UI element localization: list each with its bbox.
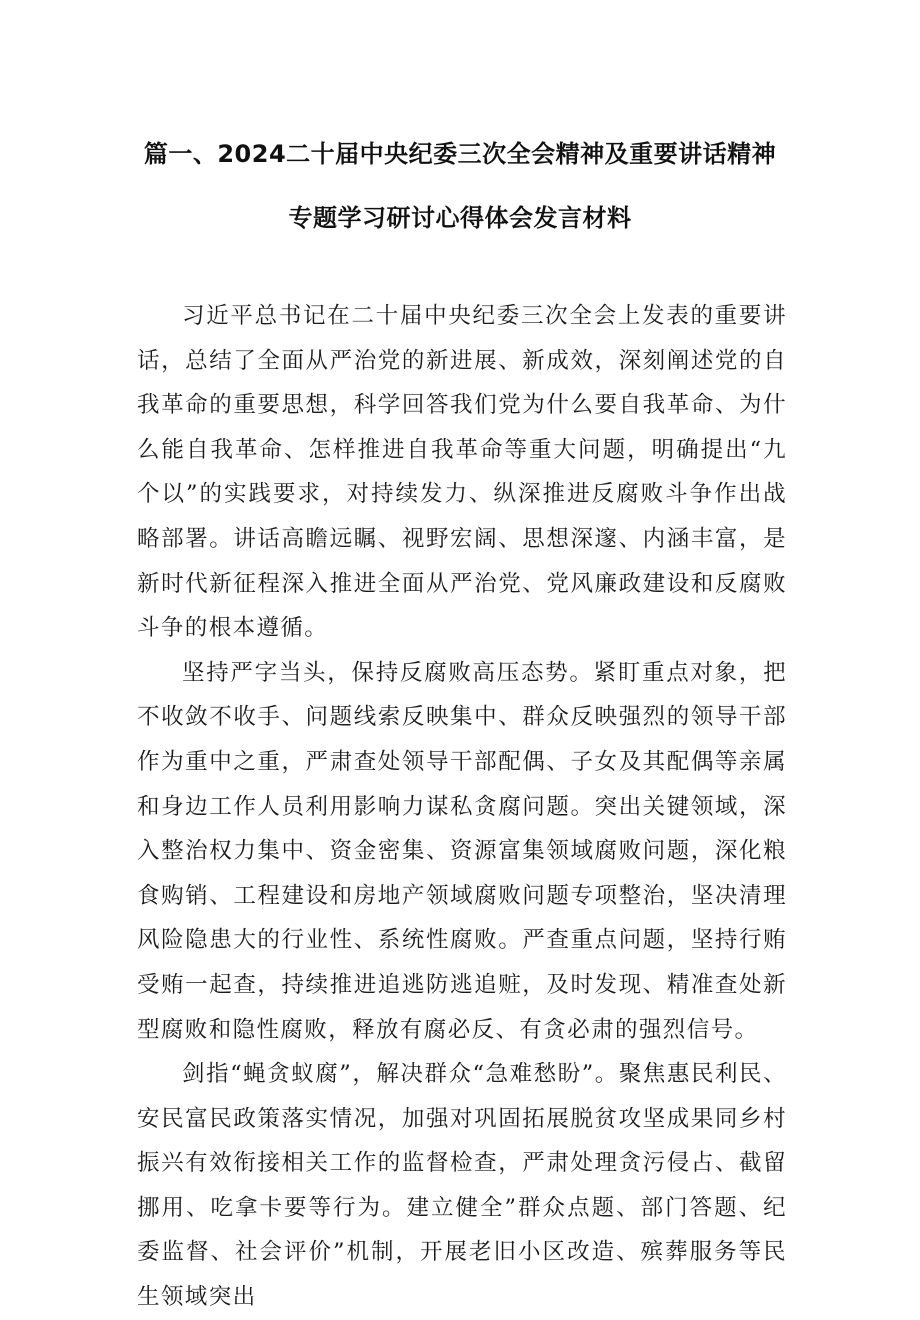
document-title-line-2: 专题学习研讨心得体会发言材料 [288, 204, 632, 232]
paragraph-petty-corruption: 剑指“蝇贪蚁腐”，解决群众“急难愁盼”。聚焦惠民利民、安民富民政策落实情况，加强对巩固拓展脱贫攻坚成果同乡村振兴有效衔接相关工作的监督检查，严肃处理贪污侵占、截留挪用、吃拿卡要等行为。建立健全”群众点题、部门答题、纪委监督、社会评价”机制，开展老旧小区改造、殡葬服务等民生领域突出 [137, 1061, 787, 1311]
document-body [137, 294, 787, 1320]
paragraph-intro: 习近平总书记在二十届中央纪委三次全会上发表的重要讲话，总结了全面从严治党的新进展、新成效，深刻阐述党的自我革命的重要思想，科学回答我们党为什么要自我革命、为什么能自我革命、怎样推进自我革命等重大问题，明确提出“九个以”的实践要求，对持续发力、纵深推进反腐败斗争作出战略部署。讲话高瞻远瞩、视野宏阔、思想深邃、内涵丰富，是新时代新征程深入推进全面从严治党、党风廉政建设和反腐败斗争的根本遵循。 [137, 303, 787, 642]
document-title-line-1: 篇一、2024二十届中央纪委三次全会精神及重要讲话精神 [143, 140, 777, 168]
paragraph-anti-corruption: 坚持严字当头，保持反腐败高压态势。紧盯重点对象，把不收敛不收手、问题线索反映集中、群众反映强烈的领导干部作为重中之重，严肃查处领导干部配偶、子女及其配偶等亲属和身边工作人员利用影响力谋私贪腐问题。突出关键领域，深入整治权力集中、资金密集、资源富集领域腐败问题，深化粮食购销、工程建设和房地产领域腐败问题专项整治，坚决清理风险隐患大的行业性、系统性腐败。严查重点问题，坚持行贿受贿一起查，持续推进追逃防逃追赃，及时发现、精准查处新型腐败和隐性腐败，释放有腐必反、有贪必肃的强烈信号。 [137, 659, 787, 1043]
